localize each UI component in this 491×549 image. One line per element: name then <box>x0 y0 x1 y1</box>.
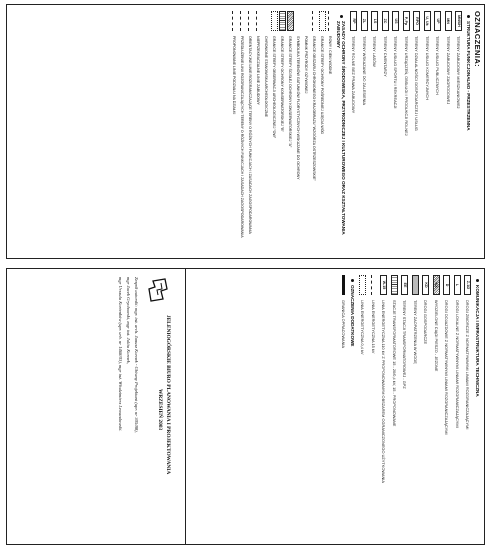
legend-row <box>400 275 411 544</box>
legend-symbol: UP <box>434 11 441 31</box>
legend-row <box>303 11 311 258</box>
legend-symbol: MN/UH <box>455 11 462 31</box>
legend-symbol <box>391 275 398 295</box>
legend-symbol <box>271 11 278 31</box>
legend-row <box>263 11 271 258</box>
legend-label: TERENY USŁUG KOMERCYJNYCH <box>424 36 430 100</box>
legend-row <box>271 11 279 258</box>
legend-row <box>359 11 370 258</box>
legend-symbol <box>359 275 366 295</box>
legend-label: ORIENTACYJNE LINIE ROZGRANICZAJĄCE TERENY O RÓŻNYCH FUNKCJACH I ZASADACH ZAGOSPODAROWANIA <box>248 36 253 234</box>
section-protection: ZASADY OCHRONY ŚRODOWISKA, PRZYRODNICZEJ I KULTUROWEGO ORAZ KSZTAŁTOWANIA ZABUDOWY <box>337 15 347 258</box>
legend-row <box>443 11 454 258</box>
legend-row <box>295 11 303 258</box>
legend-label: TERENY STACJI TRANSFORMATOROWEJ - GPZ <box>402 300 408 389</box>
legend-label: ROWY I CIEKI WODNE <box>328 36 333 75</box>
legend-row <box>454 11 465 258</box>
extra-list <box>231 5 263 258</box>
legend-row <box>349 11 360 258</box>
legend-symbol: MN <box>445 11 452 31</box>
legend-rotated-content <box>7 5 485 258</box>
legend-symbol <box>329 11 330 31</box>
legend-label: TERENY USŁUG SPORTU I REKREACJI <box>393 36 399 109</box>
team-line-2: mgr Jacek Grychowski, mgr inż. Julita Kornek, <box>126 277 131 364</box>
legend-label: TERENY URZĄDZEŃ, OBSŁUGI I PRODUKCJI ROLNEJ <box>403 36 409 136</box>
legend-label: TERENY LASÓW <box>372 36 378 67</box>
legend-label: TERENY CMENTARZY <box>382 36 388 77</box>
legend-row <box>327 11 335 258</box>
section-extra: OZNACZENIA DODATKOWE <box>351 279 356 544</box>
legend-label: GRANICA OPRACOWANIA <box>340 300 346 349</box>
legend-label: TERENY ZAOPATRZENIA W WODĘ <box>412 300 418 364</box>
legend-row <box>239 11 247 258</box>
protection-list <box>263 5 335 258</box>
legend-symbol <box>257 11 258 31</box>
legend-label: DROGI GOSPODARCZE <box>423 300 429 345</box>
infrastructure-list <box>358 269 474 544</box>
legend-symbol <box>303 11 310 31</box>
legend-title: OZNACZENIA: <box>473 11 482 68</box>
legend-label: LINIA ENERGETYCZNA 110 kV Z PROPONOWANYM OBSZAREM OGRANICZONEGO UŻYTKOWANIA <box>381 300 387 483</box>
legend-symbol: L <box>454 275 461 295</box>
legend-label: LINIA ENERGETYCZNA 15 kV <box>370 300 376 354</box>
legend-label: POMNIK PRZYRODY OŻYWIONEJ <box>304 36 309 94</box>
office-logo-icon <box>147 277 169 303</box>
legend-label: TERENY ZABUDOWY ZAGRODOWEJ <box>445 36 451 105</box>
legend-symbol: KX <box>433 275 440 295</box>
legend-label: TERENY DZIAŁALNOŚCI GOSPODARCZEJ I USŁUG <box>414 36 420 131</box>
legend-label: PROPONOWANE LINIE PODZIAŁU NA DZIAŁKI <box>232 36 237 115</box>
legend-label: GRANICE STREFY OBSERWACJI ARCHEOLOGICZNEJ "OW" <box>272 36 277 139</box>
bullet-icon <box>476 279 479 282</box>
legend-symbol <box>263 11 270 31</box>
legend-label: WYDZIELONE CIĄGI PIESZO - JEZDNE <box>433 300 439 372</box>
legend-label: CHRONIONE STANOWISKA ARCHEOLOGICZNE <box>264 36 269 118</box>
legend-row <box>452 275 463 544</box>
legend-symbol: P, Pp <box>403 11 410 31</box>
bullet-icon <box>467 15 470 18</box>
legend-row <box>319 11 327 258</box>
bullet-icon <box>352 279 355 282</box>
legend-symbol <box>249 11 250 31</box>
legend-label: TERENY USŁUG PUBLICZNYCH <box>435 36 441 95</box>
legend-symbol <box>313 11 314 31</box>
legend-symbol <box>287 11 294 31</box>
legend-row <box>231 11 239 258</box>
team-line-3: mgr Urszula Kortenków (upr. urb. nr 1468/03), mgr inż. Włodzimierz Lewandowski. <box>118 277 123 432</box>
legend-row <box>379 275 390 544</box>
legend-row <box>401 11 412 258</box>
legend-symbol: EE <box>401 275 408 295</box>
legend-panel-top <box>6 4 485 259</box>
legend-label: SYMBOLIKA TERENÓW GATUNKÓW FLORYSTYCZNYCH WSKAZANE DO OCHRONY <box>296 36 301 180</box>
legend-symbol <box>319 11 326 31</box>
function-list <box>349 5 465 258</box>
legend-symbol: Z-1/2 <box>464 275 471 295</box>
legend-symbol: D <box>443 275 450 295</box>
legend-row <box>255 11 263 258</box>
stamp <box>6 269 186 544</box>
office-name: JELENIOGÓRSKIE BIURO PLANOWANIA I PROJEKTOWANIA <box>165 315 171 475</box>
legend-symbol <box>241 11 242 31</box>
legend-symbol <box>279 11 286 31</box>
section-function: STRUKTURA FUNKCJONALNO - PRZESTRZENNA <box>466 15 471 258</box>
legend-symbol <box>233 11 234 31</box>
legend-row <box>410 275 421 544</box>
legend-label: DROGI DOJAZDOWE Z NORMATYWNYMI LINIAMI ROZGRANICZAJĄCYMI <box>444 300 450 435</box>
legend-label: NIEPRZEKRACZALNE LINIE ZABUDOWY <box>256 36 261 105</box>
section-infrastructure: KOMUNIKACJA I INFRASTRUKTURA TECHNICZNA <box>475 279 480 544</box>
legend-symbol <box>412 275 419 295</box>
legend-label: TERENY ROLNE BEZ PRAWA ZABUDOWY <box>351 36 357 114</box>
legend-label: GRANICE STREFY OCHRONY KONSERWATORSKIEJ "B" <box>280 36 285 132</box>
legend-row <box>368 275 379 544</box>
legend-row <box>412 11 423 258</box>
legend-label: TERENY ZABUDOWY MIESZKANIOWEJ <box>456 36 462 109</box>
legend-symbol: W-15 <box>380 275 387 295</box>
legend-symbol: KD <box>422 275 429 295</box>
legend-row <box>311 11 319 258</box>
legend-panel-bottom <box>6 268 485 545</box>
legend-row <box>431 275 442 544</box>
legend-row <box>422 11 433 258</box>
legend-label: GRANICE STREFY OCHRONY POŚREDNIEJ UJĘCIA WÓD <box>320 36 325 135</box>
legend-row <box>370 11 381 258</box>
legend-row <box>287 11 295 258</box>
legend-symbol <box>371 275 372 295</box>
legend-label: GRANICE STREFY ŚCISŁEJ OCHRONY KONSERWATORSKIEJ "A" <box>288 36 293 148</box>
stamp-date: WRZESIEŃ 2003 <box>157 389 163 431</box>
legend-label: DROGI LOKALNE Z NORMATYWNYMI LINIAMI ROZGRANICZAJĄCYMI <box>454 300 460 428</box>
legend-row <box>389 275 400 544</box>
legend-row <box>391 11 402 258</box>
legend-symbol: RP <box>350 11 357 31</box>
legend-row <box>338 275 349 544</box>
legend-row <box>463 275 474 544</box>
legend-symbol <box>342 275 345 295</box>
legend-symbol <box>295 11 302 31</box>
legend-symbol: RPO <box>413 11 420 31</box>
legend-row <box>442 275 453 544</box>
infrastructure-rotated-content <box>7 269 485 544</box>
infrastructure-extra-list <box>338 269 349 544</box>
legend-symbol: US <box>392 11 399 31</box>
legend-row <box>358 275 369 544</box>
legend-label: STACJE TRANSFORMATOROWE 15 - 20/0,4 kV, 15 - PROPONOWANE <box>391 300 397 427</box>
legend-row <box>247 11 255 258</box>
legend-label: DROGI ZBIORCZE Z NORMATYWNYMI LINIAMI ROZGRANICZAJĄCYMI <box>465 300 471 430</box>
legend-symbol: U, Uk <box>424 11 431 31</box>
legend-symbol: LS <box>371 11 378 31</box>
legend-label: PRZEDŁUŻENIE LINII ROZGRANICZAJĄCYCH TERENY O RÓŻNYCH FUNKCJACH I ZASADACH ZAGOSPODAROWANIA <box>240 36 245 238</box>
team-line-1: Zespół autorski: mgr. inż. arch. Janusz Kornek - Główny Projektant (upr. nr 305/88), <box>134 277 139 433</box>
legend-label: LINIA ENERGETYCZNA 0,4 kV <box>360 300 366 355</box>
legend-label: GRANICE OBSZARU CHRONIONEGO KRAJOBRAZU "WZGÓRZA OSTRZESZOWSKIE" <box>312 36 317 181</box>
legend-symbol: ZL <box>361 11 368 31</box>
legend-row <box>279 11 287 258</box>
legend-row <box>421 275 432 544</box>
legend-label: TERENY WSKAZANE DO ZALESIENIA <box>361 36 367 106</box>
legend-symbol: ZC <box>382 11 389 31</box>
legend-row <box>433 11 444 258</box>
bullet-icon <box>340 15 343 18</box>
legend-row <box>380 11 391 258</box>
